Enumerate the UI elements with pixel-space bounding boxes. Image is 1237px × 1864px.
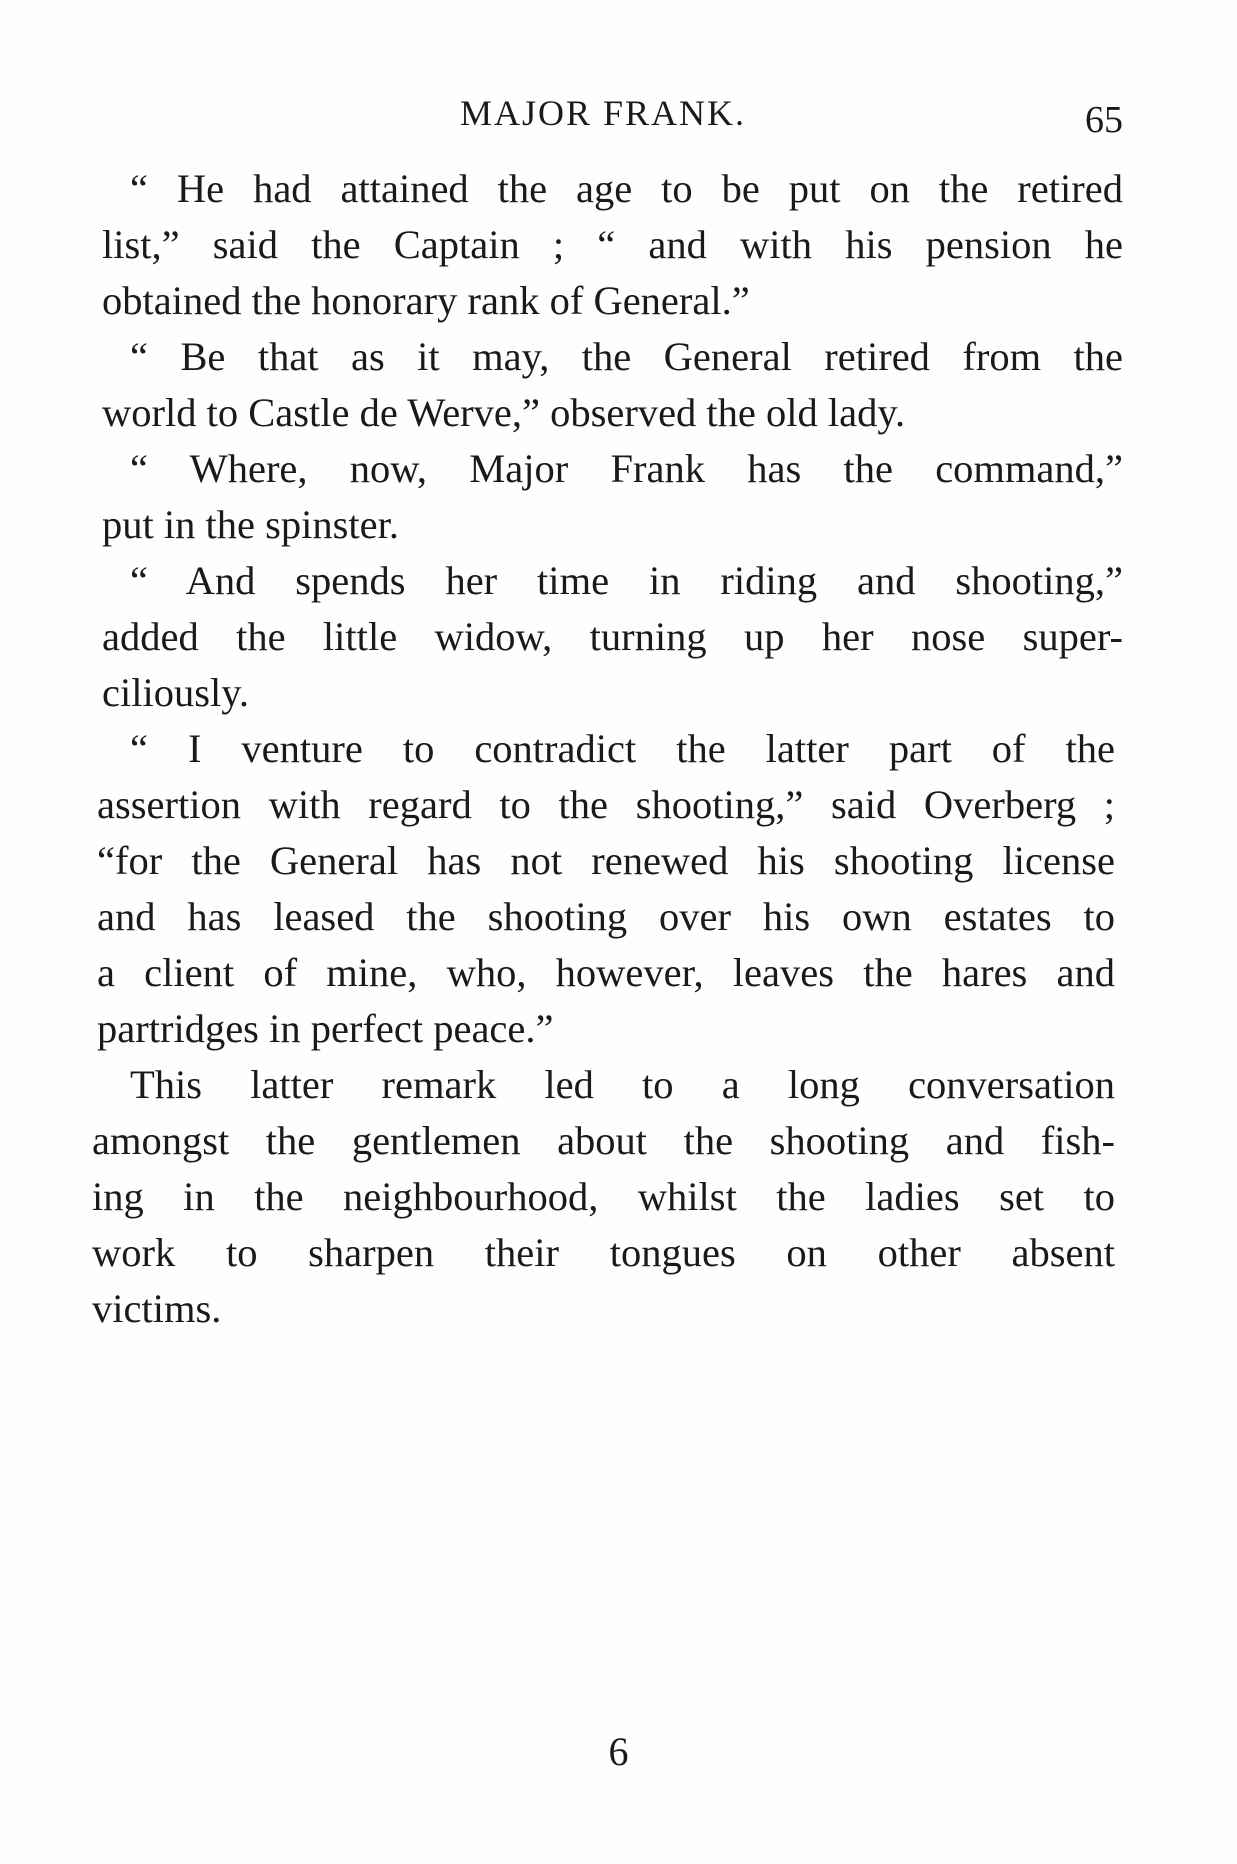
text-line: “ He had attained the age to be put on the retired	[130, 166, 1123, 211]
text-line: ing in the neighbourhood, whilst the ladies set to	[92, 1174, 1115, 1219]
text-line: “ And spends her time in riding and shooting,”	[130, 558, 1123, 603]
text-line: “ I venture to contradict the latter part of the	[130, 726, 1115, 771]
text-line: put in the spinster.	[102, 502, 399, 547]
text-line: obtained the honorary rank of General.”	[102, 278, 750, 323]
text-line: “for the General has not renewed his shooting license	[97, 838, 1115, 883]
signature-mark: 6	[608, 1729, 629, 1774]
page-number: 65	[1085, 99, 1123, 141]
text-line: a client of mine, who, however, leaves the hares and	[97, 950, 1115, 995]
text-line: “ Where, now, Major Frank has the command,”	[130, 446, 1123, 491]
text-line: world to Castle de Werve,” observed the old lady.	[102, 390, 906, 435]
text-line: victims.	[92, 1286, 222, 1331]
text-line: partridges in perfect peace.”	[97, 1006, 554, 1051]
running-head	[0, 92, 1237, 141]
text-line: assertion with regard to the shooting,” said Overberg ;	[97, 782, 1115, 827]
text-line: amongst the gentlemen about the shooting and fish-	[92, 1118, 1115, 1163]
text-line: “ Be that as it may, the General retired from the	[130, 334, 1123, 379]
text-line: work to sharpen their tongues on other absent	[92, 1230, 1115, 1275]
text-line: This latter remark led to a long conversation	[130, 1062, 1115, 1107]
text-line: and has leased the shooting over his own estates to	[97, 894, 1115, 939]
running-title: MAJOR FRANK.	[460, 93, 747, 133]
text-line: added the little widow, turning up her nose super-	[102, 614, 1123, 659]
text-line: list,” said the Captain ; “ and with his pension he	[102, 222, 1123, 267]
text-line: ciliously.	[102, 670, 249, 715]
